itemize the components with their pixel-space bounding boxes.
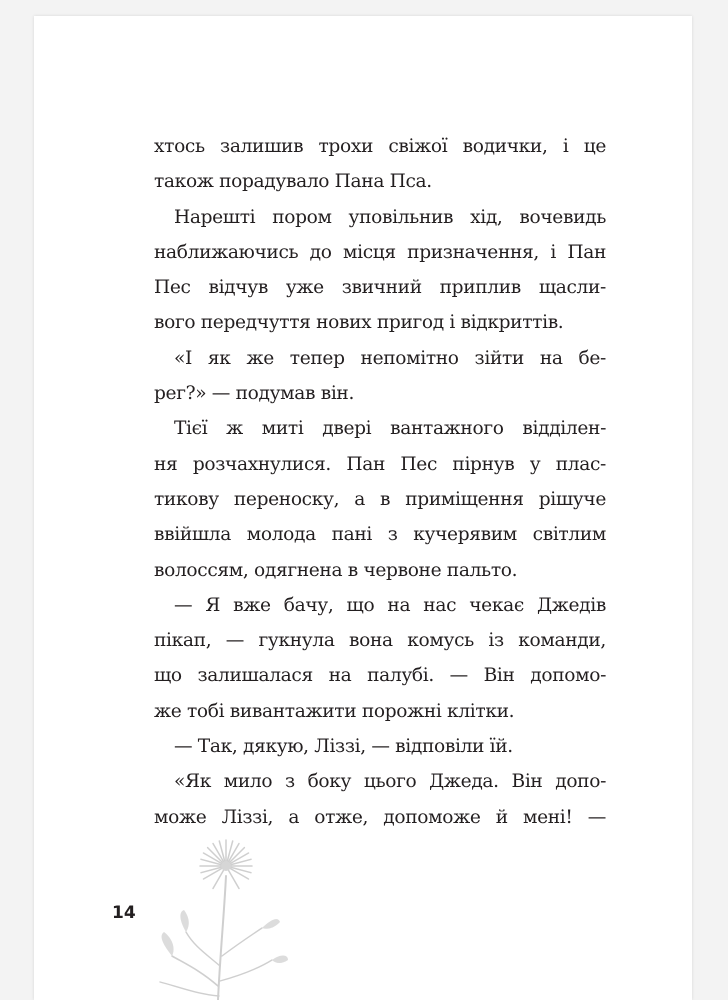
text-line: що залишалася на палубі. — Він допомо- (154, 665, 606, 687)
text-line: ня розчахнулися. Пан Пес пірнув у плас- (154, 453, 606, 475)
text-line: «Як мило з боку цього Джеда. Він допо- (174, 771, 606, 793)
text-line: може Ліззі, а отже, допоможе й мені! — (154, 806, 606, 828)
dandelion-flower-icon (146, 836, 296, 1000)
body-text (154, 129, 606, 835)
text-line: Тієї ж миті двері вантажного відділен- (174, 418, 606, 440)
text-line: також порадувало Пана Пса. (154, 171, 432, 193)
text-line: — Я вже бачу, що на нас чекає Джедів (174, 594, 606, 616)
text-line: рег?» — подумав він. (154, 383, 355, 405)
book-page (34, 16, 692, 1000)
text-line: пікап, — гукнула вона комусь із команди, (154, 630, 606, 652)
text-line: тикову переноску, а в приміщення рішуче (154, 488, 606, 510)
text-line: волоссям, одягнена в червоне пальто. (154, 559, 518, 581)
text-line: Пес відчув уже звичний приплив щасли- (154, 277, 606, 299)
page-number: 14 (112, 903, 136, 923)
text-line: вого передчуття нових пригод і відкриттів. (154, 312, 564, 334)
text-line: хтось залишив трохи свіжої водички, і це (154, 136, 606, 157)
text-line: наближаючись до місця призначення, і Пан (154, 241, 606, 263)
text-line: — Так, дякую, Ліззі, — відповіли їй. (174, 736, 513, 758)
text-line: же тобі вивантажити порожні клітки. (154, 700, 515, 722)
text-line: ввійшла молода пані з кучерявим світлим (154, 524, 606, 546)
text-line: «І як же тепер непомітно зійти на бе- (174, 347, 606, 369)
text-line: Нарешті пором уповільнив хід, вочевидь (174, 206, 606, 228)
